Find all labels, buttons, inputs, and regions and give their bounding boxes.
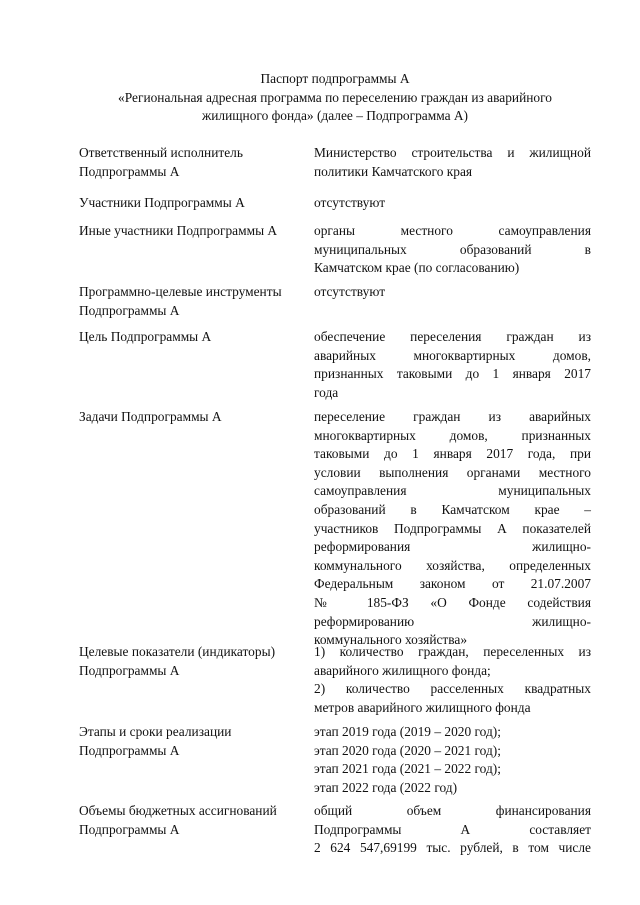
row-label: Программно-целевые инструменты Подпрограммы А	[79, 284, 282, 318]
value-line: Подпрограммы А составляет	[314, 821, 591, 837]
row-value	[314, 194, 591, 213]
value-line: переселение граждан из аварийных	[314, 409, 591, 424]
value-line: признанных таковыми до 1 января 2017	[314, 366, 591, 382]
value-line: таковыми до 1 января 2017 года, при	[314, 446, 591, 462]
value-line: условии выполнения органами местного	[314, 464, 591, 480]
value-line: этап 2019 года (2019 – 2020 год);	[314, 724, 501, 739]
value-line: коммунального хозяйства, определенных	[314, 557, 591, 573]
value-line: самоуправления муниципальных	[314, 483, 591, 499]
row-value	[314, 408, 591, 650]
value-line: аварийного жилищного фонда;	[314, 662, 491, 678]
row-label: Задачи Подпрограммы А	[79, 409, 222, 424]
row-value	[314, 283, 591, 302]
value-line: аварийных многоквартирных домов,	[314, 347, 591, 363]
row-label: Целевые показатели (индикаторы) Подпрограммы А	[79, 644, 276, 678]
value-line: общий объем финансирования	[314, 803, 591, 818]
value-line: реформированию жилищно-	[314, 613, 591, 629]
value-line: Министерство строительства и жилищной	[314, 145, 591, 160]
row-label: Объемы бюджетных ассигнований Подпрограммы А	[79, 803, 277, 837]
title-line-2: «Региональная адресная программа по переселению граждан из аварийного	[118, 89, 552, 105]
value-line: этап 2022 года (2022 год)	[314, 779, 458, 795]
value-line: 2) количество расселенных квадратных	[314, 681, 591, 697]
value-line: Камчатском крае (по согласованию)	[314, 260, 520, 276]
value-line: года	[314, 384, 339, 400]
row-label: Этапы и сроки реализации Подпрограммы А	[79, 724, 232, 758]
value-line: политики Камчатского края	[314, 163, 473, 179]
value-line: органы местного самоуправления	[314, 223, 591, 238]
row-label: Иные участники Подпрограммы А	[79, 223, 278, 238]
row-value	[314, 723, 591, 797]
value-line: обеспечение переселения граждан из	[314, 329, 591, 344]
row-value	[314, 222, 591, 278]
value-line: этап 2020 года (2020 – 2021 год);	[314, 742, 501, 758]
value-line: многоквартирных домов, признанных	[314, 427, 591, 443]
value-line: реформирования жилищно-	[314, 539, 591, 555]
title-line-3: жилищного фонда» (далее – Подпрограмма А)	[201, 108, 469, 124]
value-line: 1) количество граждан, переселенных из	[314, 644, 591, 659]
value-line: № 185-ФЗ «О Фонде содействия	[314, 594, 591, 610]
value-line: метров аварийного жилищного фонда	[314, 699, 531, 715]
value-line: отсутствуют	[314, 284, 386, 299]
row-value	[314, 328, 591, 402]
value-line: образований в Камчатском крае –	[314, 501, 591, 517]
value-line: муниципальных образований в	[314, 241, 591, 257]
value-line: участников Подпрограммы А показателей	[314, 520, 591, 536]
row-value	[314, 643, 591, 717]
value-line: Федеральным законом от 21.07.2007	[314, 576, 591, 592]
document-title	[70, 70, 600, 126]
value-line: 2 624 547,69199 тыс. рублей, в том числе	[314, 840, 591, 856]
row-value	[314, 802, 591, 858]
row-value	[314, 144, 591, 181]
value-line: отсутствуют	[314, 195, 386, 210]
row-label: Ответственный исполнитель Подпрограммы А	[79, 145, 243, 179]
title-line-1: Паспорт подпрограммы А	[260, 71, 410, 86]
row-label: Участники Подпрограммы А	[79, 195, 245, 210]
value-line: этап 2021 года (2021 – 2022 год);	[314, 761, 501, 777]
value-line: коммунального хозяйства»	[314, 632, 468, 648]
row-label: Цель Подпрограммы А	[79, 329, 212, 344]
